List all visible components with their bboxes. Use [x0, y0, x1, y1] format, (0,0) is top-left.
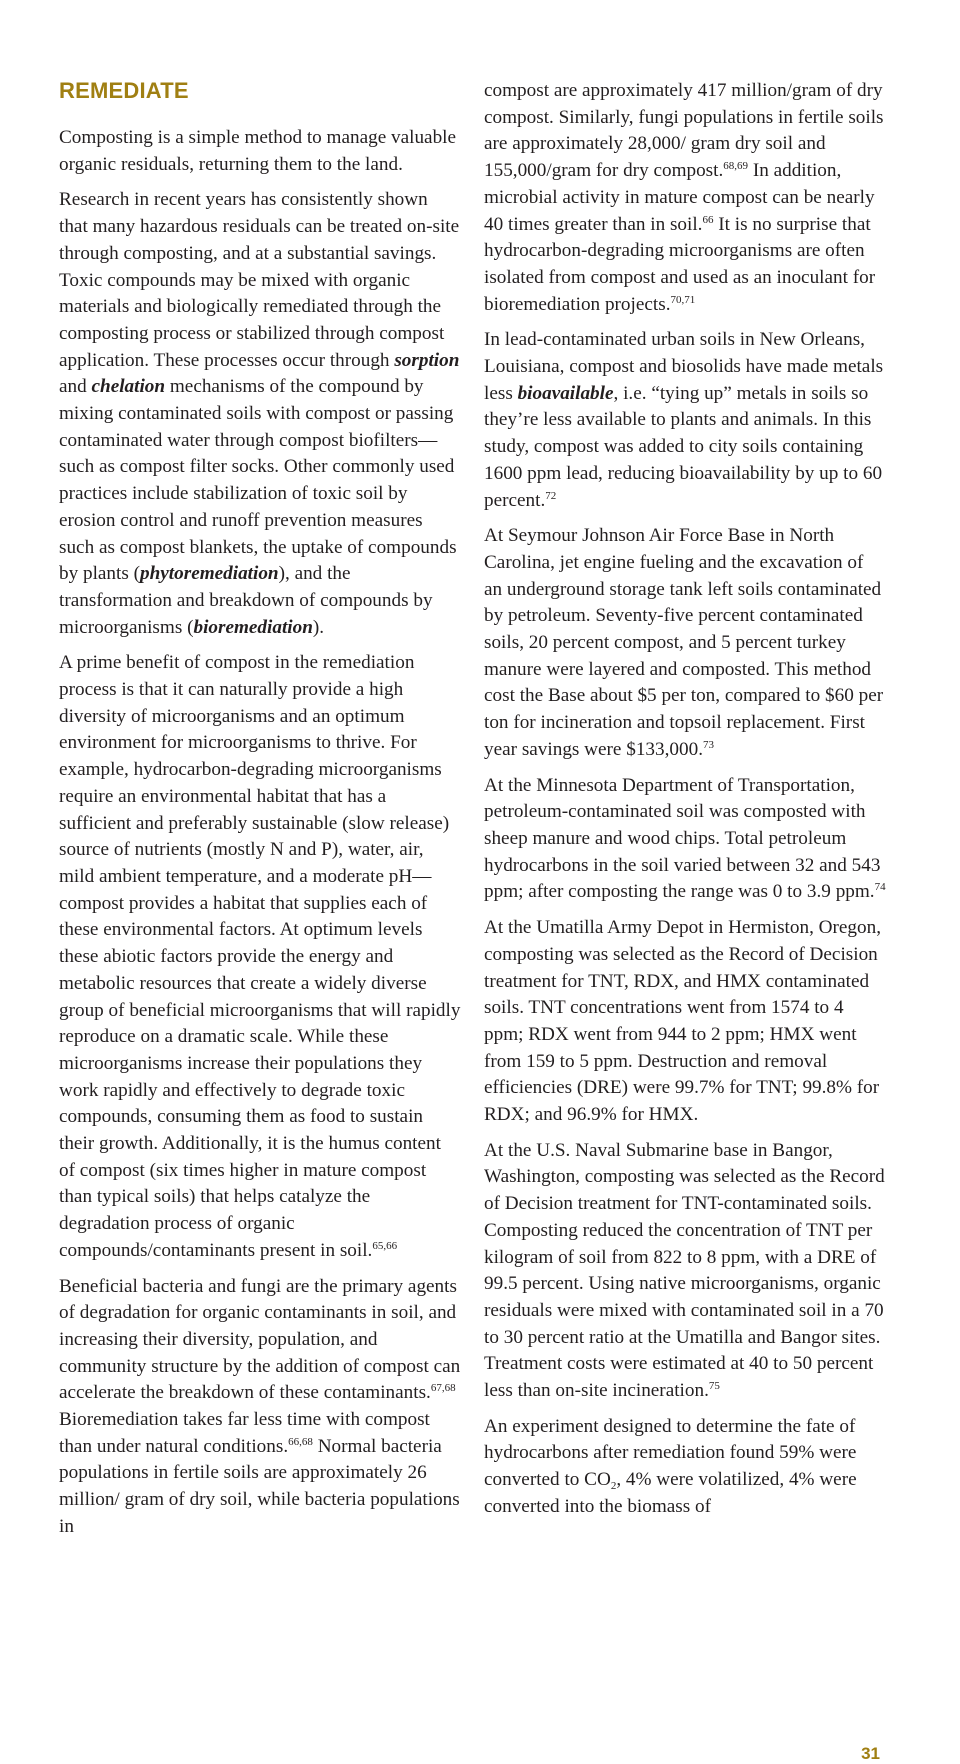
paragraph: compost are approximately 417 million/gram of dry compost. Similarly, fungi populations in fertile soils are approximately 28,000/ gram dry soil and 155,000/gram for dry compost.$^{68,69}$ In addition, microbial activity in mature compost can be nearly 40 times greater than in soil.$^{66}$ It is no surprise that hydrocarbon-degrading microorganisms are often isolated from compost and used as an inoculant for bioremediation projects.$^{70,71}$	[484, 80, 884, 315]
paragraph: Composting is a simple method to manage valuable organic residuals, returning them to the land.	[59, 127, 457, 175]
paragraph: Beneficial bacteria and fungi are the primary agents of degradation for organic contaminants in soil, and increasing their diversity, population, and community structure by the addition of compost can accelerate the breakdown of these contaminants.$^{67,68}$ Bioremediation takes far less time with compost than under natural conditions.$^{66,68}$ Normal bacteria populations in fertile soils are approximately 26 million/ gram of dry soil, while bacteria populations in	[59, 1275, 461, 1537]
term-bioremediation: bioremediation	[193, 616, 313, 638]
paragraph: At the Minnesota Department of Transportation, petroleum-contaminated soil was composted with sheep manure and wood chips. Total petroleum hydrocarbons in the soil varied between 32 and 543 ppm; after composting the range was 0 to 3.9 ppm.$^{74}$	[484, 774, 886, 903]
term-chelation: chelation	[91, 376, 166, 398]
footnote-ref: 74	[874, 881, 886, 894]
term-bioavailable: bioavailable	[517, 382, 614, 404]
paragraph: An experiment designed to determine the fate of hydrocarbons after remediation found 59% were converted to $CO_2$, 4% were volatilized, 4% were converted into the biomass of	[484, 1415, 857, 1517]
footnote-ref: 67,68	[430, 1382, 456, 1395]
footnote-ref: 73	[703, 738, 714, 751]
footnote-ref: 70,71	[670, 293, 696, 306]
page-number: 31	[861, 1744, 880, 1763]
term-phytoremediation: phytoremediation	[140, 563, 279, 585]
footnote-ref: 66,68	[288, 1435, 313, 1448]
left-column	[59, 125, 461, 1550]
paragraph: At Seymour Johnson Air Force Base in North Carolina, jet engine fueling and the excavation of an underground storage tank left soils contaminated by petroleum. Seventy-five percent contaminated soils, 20 percent compost, and 5 percent turkey manure were layered and composted. This method cost the Base about $5 per ton, compared to $60 per ton for incineration and topsoil replacement. First year savings were $133,000.73	[484, 525, 884, 760]
footnote-ref: 65,66	[372, 1239, 398, 1252]
paragraph: At the Umatilla Army Depot in Hermiston, Oregon, composting was selected as the Record of Decision treatment for TNT, RDX, and HMX contaminated soils. TNT concentrations went from 1574 to 4 ppm; RDX went from 944 to 2 ppm; HMX went from 159 to 5 ppm. Destruction and removal efficiencies (DRE) were 99.7% for TNT; 99.8% for RDX; and 96.9% for HMX.	[484, 917, 882, 1126]
paragraph: At the U.S. Naval Submarine base in Bangor, Washington, composting was selected as the Record of Decision treatment for TNT-contaminated soils. Composting reduced the concentration of TNT per kilogram of soil from 822 to 8 ppm, with a DRE of 99.5 percent. Using native microorganisms, organic residuals were mixed with contaminated soil in a 70 to 30 percent ratio at the Umatilla and Bangor sites. Treatment costs were estimated at 40 to 50 percent less than on-site incineration.$^{75}$	[484, 1139, 885, 1402]
footnote-ref: 68,69	[723, 160, 749, 173]
paragraph: Research in recent years has consistently shown that many hazardous residuals can be treated on-site through composting, and at a substantial savings. Toxic compounds may be mixed with organic materials and biologically remediated through the composting process or stabilized through compost application. These processes occur through sorption and chelation mechanisms of the compound by mixing contaminated soils with compost or passing contaminated water through compost biofilters—such as compost filter socks. Other commonly used practices include stabilization of toxic soil by erosion control and runoff prevention measures such as compost blankets, the uptake of compounds by plants (phytoremediation), and the transformation and breakdown of compounds by microorganisms (bioremediation).	[59, 189, 460, 638]
term-sorption: sorption	[394, 349, 460, 371]
section-heading: REMEDIATE	[59, 78, 189, 103]
footnote-ref: 72	[545, 489, 557, 502]
footnote-ref: 75	[708, 1380, 720, 1393]
right-column	[484, 78, 886, 1530]
paragraph: In lead-contaminated urban soils in New Orleans, Louisiana, compost and biosolids have made metals less bioavailable, i.e. “tying up” metals in soils so they’re less available to plants and animals. In this study, compost was added to city soils containing 1600 ppm lead, reducing bioavailability by up to 60 percent.$^{72}$	[484, 329, 884, 511]
paragraph: A prime benefit of compost in the remediation process is that it can naturally provide a high diversity of microorganisms and an optimum environment for microorganisms to thrive. For example, hydrocarbon-degrading microorganisms require an environmental habitat that has a sufficient and preferably sustainable (slow release) source of nutrients (mostly N and P), water, air, mild ambient temperature, and a moderate pH—compost provides a habitat that supplies each of these environmental factors. At optimum levels these abiotic factors provide the energy and metabolic resources that create a widely diverse group of beneficial microorganisms that will rapidly reproduce on a dramatic scale. While these microorganisms increase their populations they work rapidly and effectively to degrade toxic compounds, consuming them as food to sustain their growth. Additionally, it is the humus content of compost (six times higher in mature compost than typical soils) that helps catalyze the degradation process of organic compounds/contaminants present in soil.$^{65,66}$	[59, 652, 461, 1261]
footnote-ref: 66	[702, 213, 714, 226]
subscript: 2	[610, 1480, 617, 1493]
